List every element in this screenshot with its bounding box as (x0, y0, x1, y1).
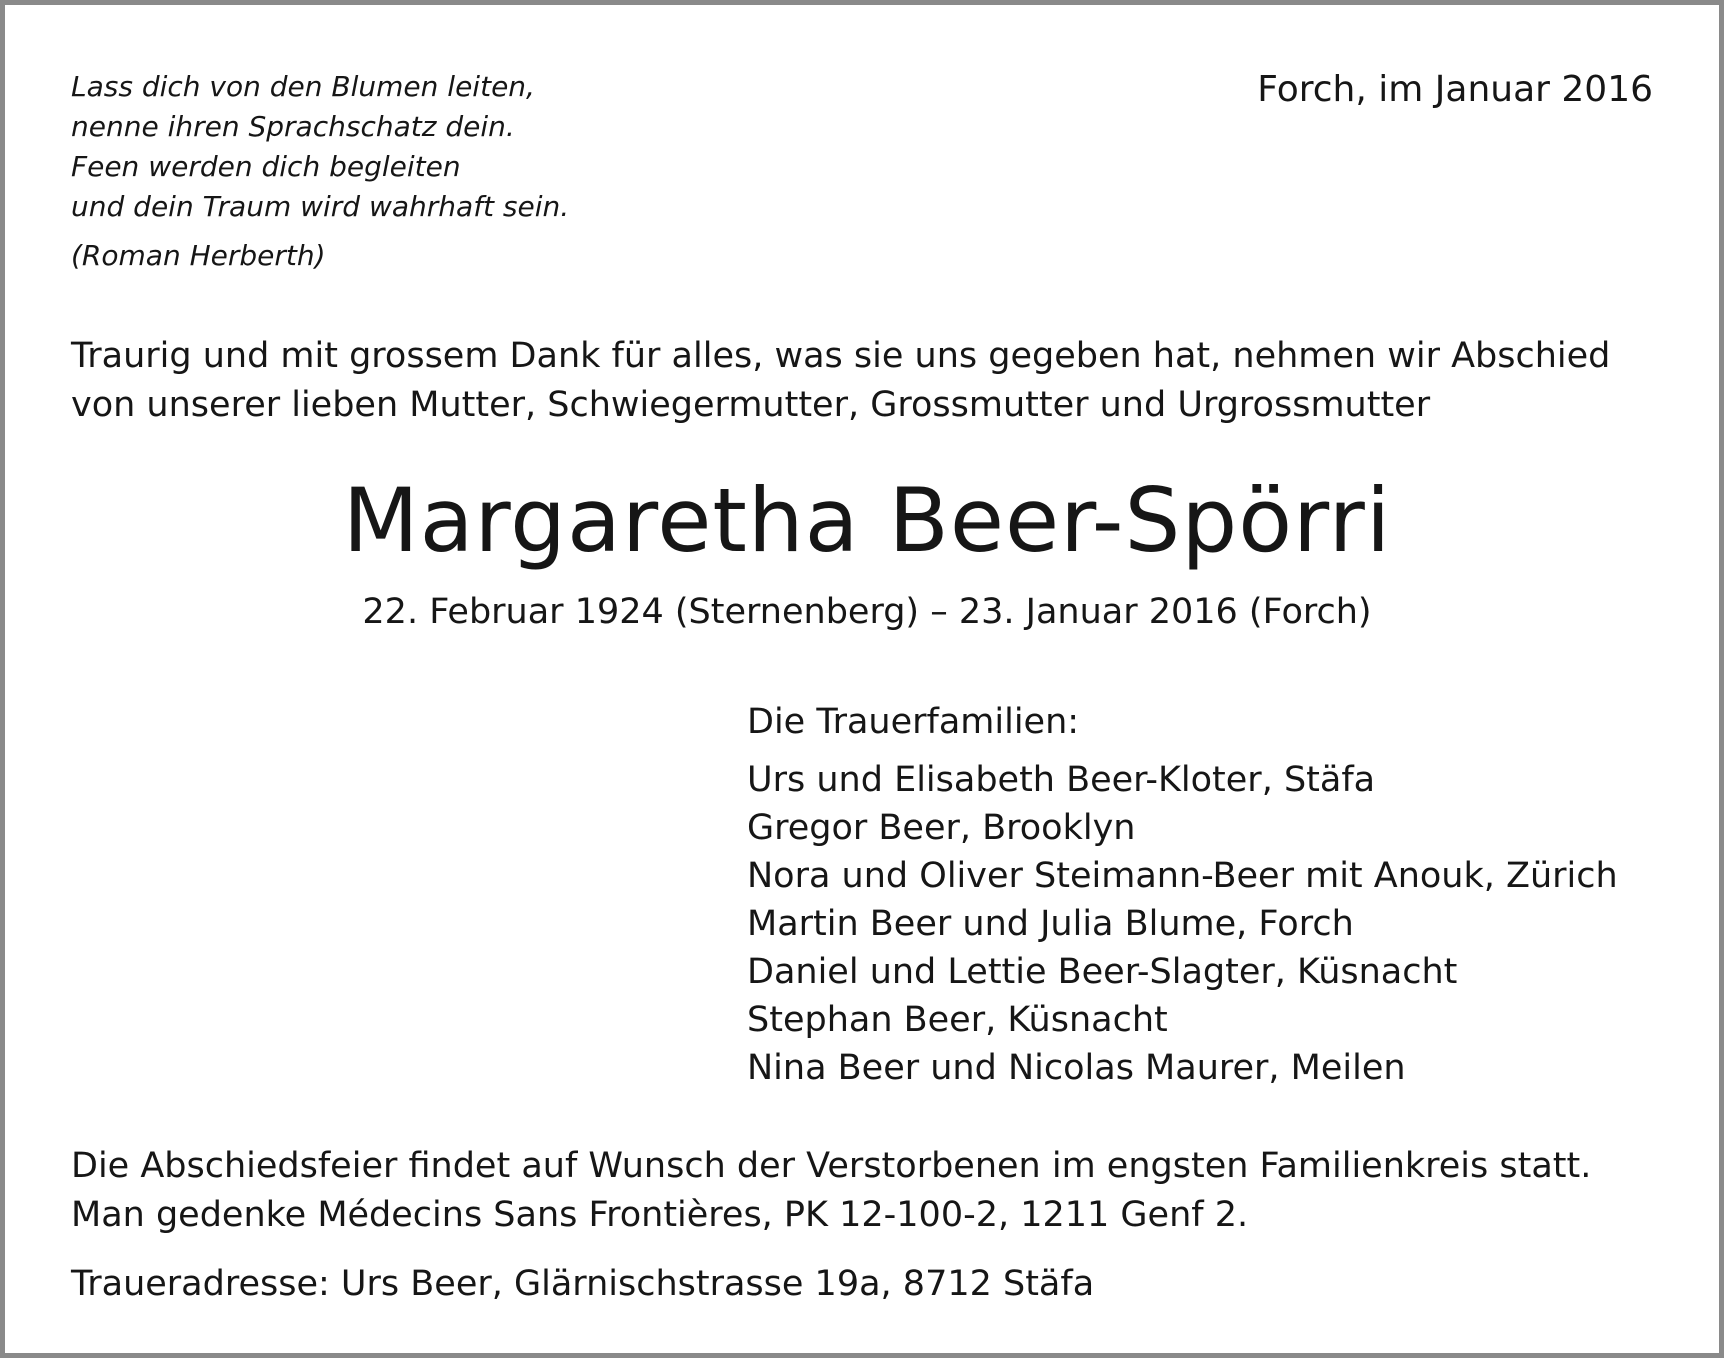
life-dates: 22. Februar 1924 (Sternenberg) – 23. Januar 2016 (Forch) (362, 592, 1372, 632)
intro-line: von unserer lieben Mutter, Schwiegermutter, Grossmutter und Urgrossmutter (71, 385, 1431, 425)
poem-line: Lass dich von den Blumen leiten, (71, 70, 535, 103)
intro-text (71, 332, 1671, 430)
list-item: Nora und Oliver Steimann-Beer mit Anouk, Zürich (747, 856, 1618, 896)
families-list (747, 756, 1618, 1092)
list-item: Urs und Elisabeth Beer-Kloter, Stäfa (747, 760, 1376, 800)
poem-line: und dein Traum wird wahrhaft sein. (71, 190, 570, 223)
list-item: Nina Beer und Nicolas Maurer, Meilen (747, 1048, 1406, 1088)
poem-author: (Roman Herberth) (71, 239, 326, 272)
poem (71, 67, 569, 227)
place-date: Forch, im Januar 2016 (1257, 69, 1653, 110)
intro-line: Traurig und mit grossem Dank für alles, was sie uns gegeben hat, nehmen wir Abschied (71, 336, 1611, 376)
closing-line: Die Abschiedsfeier findet auf Wunsch der Verstorbenen im engsten Familienkreis statt. (71, 1146, 1592, 1186)
list-item: Stephan Beer, Küsnacht (747, 1000, 1168, 1040)
list-item: Martin Beer und Julia Blume, Forch (747, 904, 1354, 944)
poem-line: nenne ihren Sprachschatz dein. (71, 110, 515, 143)
list-item: Gregor Beer, Brooklyn (747, 808, 1136, 848)
families-heading: Die Trauerfamilien: (747, 702, 1080, 742)
poem-line: Feen werden dich begleiten (71, 150, 461, 183)
deceased-name: Margaretha Beer-Spörri (342, 469, 1392, 572)
list-item: Daniel und Lettie Beer-Slagter, Küsnacht (747, 952, 1458, 992)
mourning-address: Traueradresse: Urs Beer, Glärnischstrasse 19a, 8712 Stäfa (71, 1264, 1095, 1304)
closing-text (71, 1142, 1591, 1240)
closing-line: Man gedenke Médecins Sans Frontières, PK 12-100-2, 1211 Genf 2. (71, 1195, 1249, 1235)
